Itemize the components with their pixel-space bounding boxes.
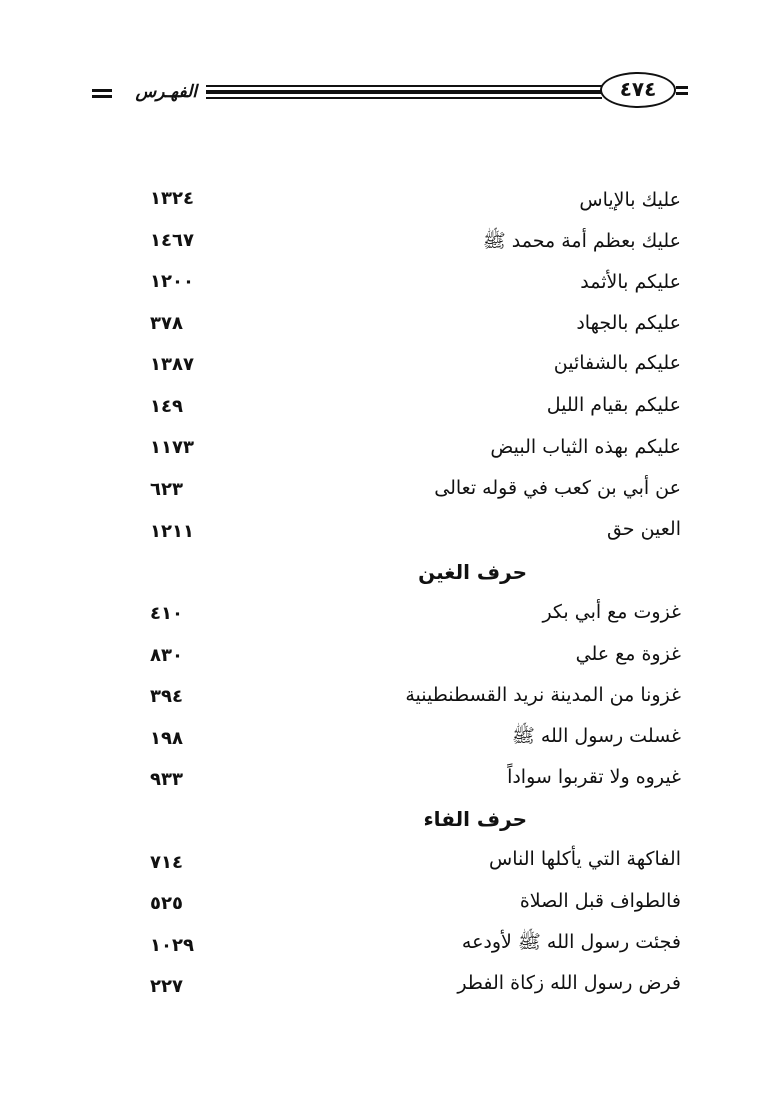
page-number: ٤٧٤: [619, 77, 657, 101]
entry-page: ١٢١١: [150, 521, 194, 542]
entry-text: فجئت رسول الله ﷺ لأودعه: [461, 931, 681, 953]
entry-page: ٣٩٤: [150, 686, 183, 707]
entry-text: غزونا من المدينة نريد القسطنطينية: [405, 684, 681, 706]
entry-text: فرض رسول الله زكاة الفطر: [457, 972, 681, 994]
index-title: الفهـرس: [135, 82, 197, 102]
entry-page: ١١٧٣: [150, 437, 194, 458]
entry-page: ٨٣٠: [150, 645, 183, 666]
entry-page: ٣٧٨: [150, 313, 183, 334]
section-heading: حرف الغين: [418, 560, 527, 584]
entry-page: ١٢٠٠: [150, 271, 194, 292]
entry-text: العين حق: [606, 518, 681, 540]
entry-page: ٥٢٥: [150, 893, 183, 914]
entry-text: الفاكهة التي يأكلها الناس: [489, 848, 681, 870]
entry-page: ١٤٦٧: [150, 230, 194, 251]
entry-text: عليك بعظم أمة محمد ﷺ: [482, 230, 681, 252]
entry-page: ١٩٨: [150, 728, 183, 749]
entry-page: ٤١٠: [150, 603, 183, 624]
entry-page: ١٤٩: [150, 396, 183, 417]
entry-page: ٦٢٣: [150, 479, 183, 500]
entry-page: ١٠٢٩: [150, 935, 194, 956]
entry-text: عليكم بالأثمد: [580, 271, 681, 293]
entry-page: ٢٢٧: [150, 976, 183, 997]
entry-text: غزوت مع أبي بكر: [542, 601, 681, 623]
entry-text: غيروه ولا تقربوا سواداً: [507, 766, 681, 788]
entry-page: ٩٣٣: [150, 769, 183, 790]
entry-page: ١٣٢٤: [150, 188, 194, 209]
entry-text: عليكم بالشفائين: [553, 352, 681, 374]
entry-text: غزوة مع علي: [575, 643, 681, 665]
entry-text: غسلت رسول الله ﷺ: [511, 725, 681, 747]
entry-text: عليكم بقيام الليل: [546, 394, 681, 416]
entry-text: عن أبي بن كعب في قوله تعالى: [434, 477, 681, 499]
entry-text: عليكم بهذه الثياب البيض: [490, 436, 681, 458]
entry-page: ٧١٤: [150, 852, 183, 873]
entry-text: عليكم بالجهاد: [576, 312, 681, 334]
entry-text: فالطواف قبل الصلاة: [519, 890, 681, 912]
entry-text: عليك بالإياس: [579, 189, 681, 211]
section-heading: حرف الفاء: [423, 807, 527, 831]
entry-page: ١٣٨٧: [150, 354, 194, 375]
